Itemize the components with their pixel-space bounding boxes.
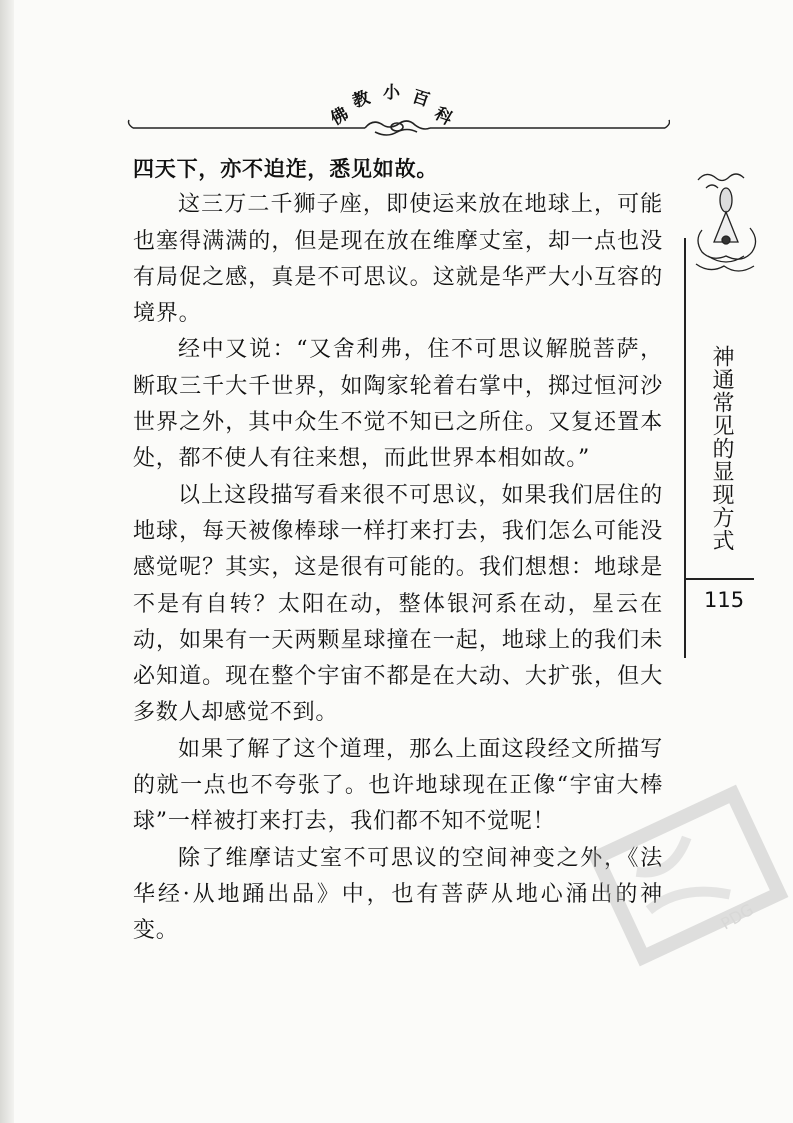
page-header	[125, 70, 670, 140]
watermark-text: PDG	[717, 899, 757, 934]
page-number: 115	[704, 588, 745, 612]
paragraph: 这三万二千狮子座，即使运来放在地球上，可能也塞得满满的，但是现在放在维摩丈室，却一点也没有局促之感，真是不可思议。这就是华严大小互容的境界。	[133, 192, 663, 327]
header-title-char: 小	[383, 83, 400, 103]
header-title-char: 教	[350, 87, 373, 113]
watermark-stamp	[585, 780, 793, 980]
sidebar-ornament-illustration	[688, 160, 763, 290]
header-title-char: 佛	[327, 103, 353, 130]
section-title: 神通常见的显现方式	[709, 345, 734, 552]
paragraph: 四天下，亦不迫迮，悉见如故。	[133, 157, 439, 181]
header-title-char: 百	[409, 86, 432, 112]
paragraph: 经中又说：“又舍利弗，住不可思议解脱菩萨，断取三千大千世界，如陶家轮着右掌中，掷过恒河沙世界之外，其中众生不觉不知已之所住。又复还置本处，都不使人有往来想，而此世界本相如故。”	[133, 337, 663, 472]
sidebar-vertical-rule	[684, 238, 686, 658]
page-edge-shadow	[0, 0, 14, 1123]
sidebar-horizontal-rule	[684, 578, 754, 580]
paragraph: 如果了解了这个道理，那么上面这段经文所描写的就一点也不夸张了。也许地球现在正像“宇宙大棒球”一样被打来打去，我们都不知不觉呢！	[133, 736, 663, 835]
paragraph: 除了维摩诘丈室不可思议的空间神变之外，《法华经·从地踊出品》中，也有菩萨从地心涌出的神变。	[133, 845, 663, 944]
body-text	[133, 151, 663, 950]
header-title-char: 科	[430, 103, 456, 130]
paragraph: 以上这段描写看来很不可思议，如果我们居住的地球，每天被像棒球一样打来打去，我们怎么可能没感觉呢？其实，这是很有可能的。我们想想：地球是不是有自转？太阳在动，整体银河系在动，星云在动，如果有一天两颗星球撞在一起，地球上的我们未必知道。现在整个宇宙不都是在大动、大扩张，但大多数人却感觉不到。	[133, 482, 663, 726]
